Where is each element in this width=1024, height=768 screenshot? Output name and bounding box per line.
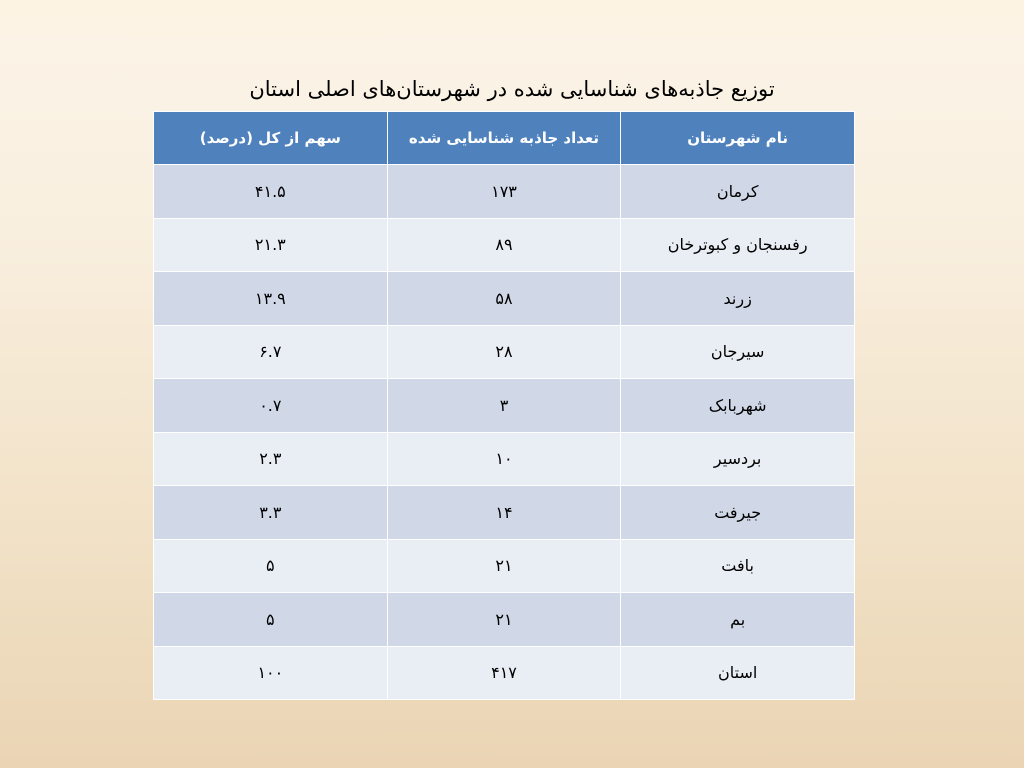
cell-city: بردسیر xyxy=(621,432,855,486)
cell-share: ۱۰۰ xyxy=(154,646,388,700)
cell-count: ۸۹ xyxy=(387,218,621,272)
attractions-table xyxy=(153,111,855,700)
table-row xyxy=(154,165,855,219)
header-city: نام شهرستان xyxy=(621,112,855,165)
cell-city: جیرفت xyxy=(621,486,855,540)
cell-city: کرمان xyxy=(621,165,855,219)
cell-count: ۴۱۷ xyxy=(387,646,621,700)
table-row xyxy=(154,539,855,593)
cell-share: ۳.۳ xyxy=(154,486,388,540)
cell-count: ۱۰ xyxy=(387,432,621,486)
cell-count: ۵۸ xyxy=(387,272,621,326)
table-title: توزیع جاذبه‌های شناسایی شده در شهرستان‌های اصلی استان xyxy=(249,77,775,101)
table-row xyxy=(154,593,855,647)
cell-city: شهربابک xyxy=(621,379,855,433)
cell-count: ۱۷۳ xyxy=(387,165,621,219)
table-row xyxy=(154,432,855,486)
cell-count: ۲۱ xyxy=(387,593,621,647)
table-row xyxy=(154,325,855,379)
cell-city: بافت xyxy=(621,539,855,593)
table-header-row xyxy=(154,112,855,165)
cell-city: بم xyxy=(621,593,855,647)
cell-share: ۵ xyxy=(154,593,388,647)
cell-share: ۴۱.۵ xyxy=(154,165,388,219)
cell-share: ۵ xyxy=(154,539,388,593)
cell-count: ۲۸ xyxy=(387,325,621,379)
table-row xyxy=(154,218,855,272)
cell-city: استان xyxy=(621,646,855,700)
cell-share: ۶.۷ xyxy=(154,325,388,379)
cell-city: رفسنجان و کبوترخان xyxy=(621,218,855,272)
cell-share: ۲۱.۳ xyxy=(154,218,388,272)
cell-count: ۱۴ xyxy=(387,486,621,540)
cell-share: ۰.۷ xyxy=(154,379,388,433)
cell-city: زرند xyxy=(621,272,855,326)
table-row-total xyxy=(154,646,855,700)
cell-count: ۳ xyxy=(387,379,621,433)
header-share: سهم از کل (درصد) xyxy=(154,112,388,165)
cell-count: ۲۱ xyxy=(387,539,621,593)
table-row xyxy=(154,486,855,540)
table-container xyxy=(153,111,854,700)
table-row xyxy=(154,379,855,433)
cell-city: سیرجان xyxy=(621,325,855,379)
cell-share: ۱۳.۹ xyxy=(154,272,388,326)
table-row xyxy=(154,272,855,326)
cell-share: ۲.۳ xyxy=(154,432,388,486)
header-count: تعداد جاذبه شناسایی شده xyxy=(387,112,621,165)
